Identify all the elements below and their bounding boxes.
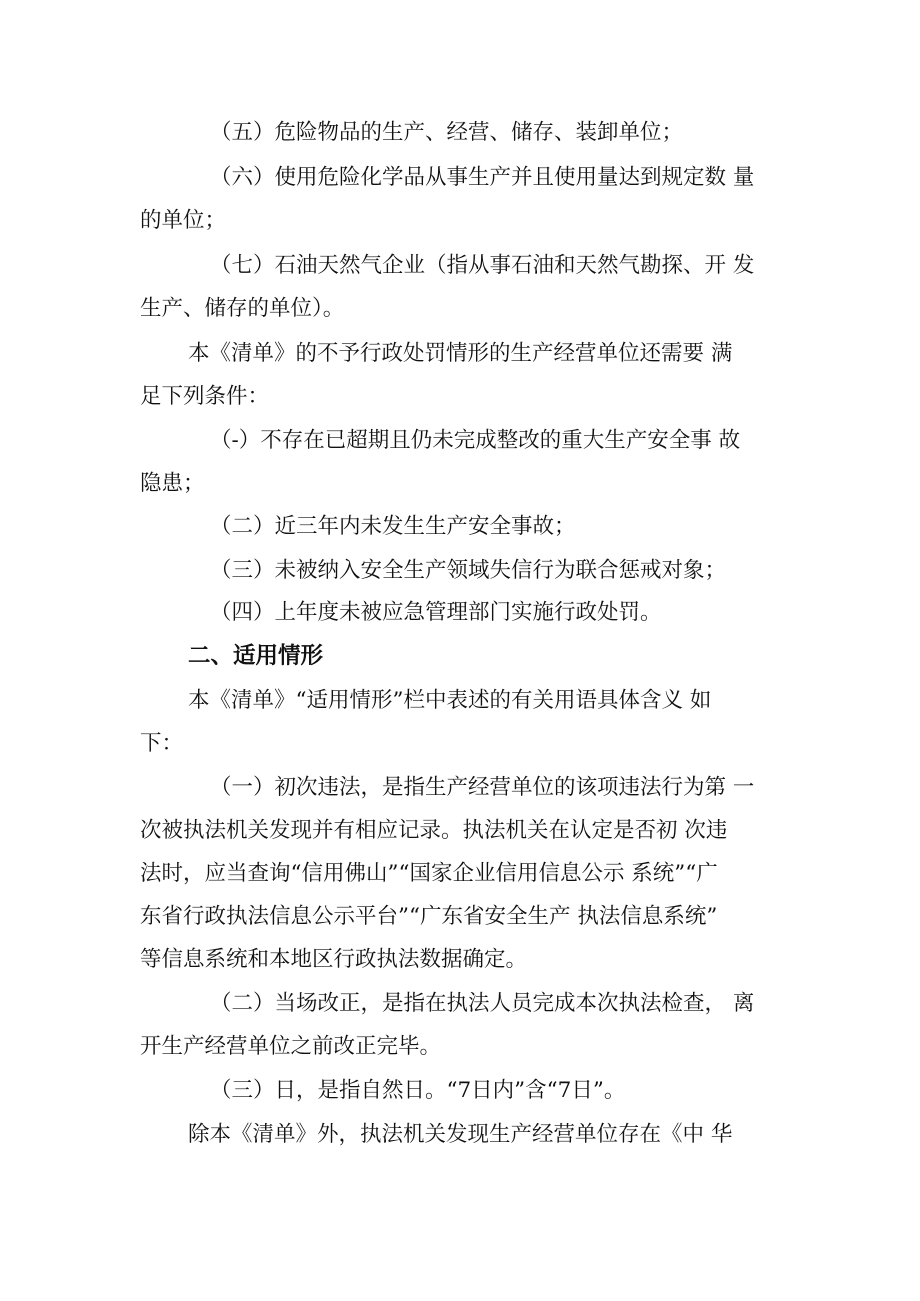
list-item-7-line-2: 生产、储存的单位）。 [140,296,345,321]
paragraph-conditions-line-1: 本《清单》的不予行政处罚情形的生产经营单位还需要 满 [188,341,733,366]
paragraph-conditions-line-2: 足下列条件： [140,384,270,409]
condition-item-2: （二）近三年内未发生生产安全事故； [210,514,576,539]
condition-item-4: （四）上年度未被应急管理部门实施行政处罚。 [210,600,662,625]
paragraph-terms-line-1: 本《清单》“适用情形”栏中表述的有关用语具体含义 如 [188,688,712,713]
list-item-5: （五）危险物品的生产、经营、储存、装卸单位； [210,120,684,145]
term-item-2-line-1: （二）当场改正，是指在执法人员完成本次执法检查， 离 [210,991,755,1016]
condition-item-3: （三）未被纳入安全生产领域失信行为联合惩戒对象； [210,558,727,583]
list-item-6-line-1: （六）使用危险化学品从事生产并且使用量达到规定数 量 [210,165,755,190]
section-heading: 二、适用情形 [188,643,324,669]
term-item-1-line-2: 次被执法机关发现并有相应记录。执法机关在认定是否初 次违 [140,818,728,843]
term-item-1-line-3: 法时，应当查询“信用佛山”“国家企业信用信息公示 系统”“广 [140,861,718,886]
list-item-6-line-2: 的单位； [140,208,227,233]
term-item-1-line-4: 东省行政执法信息公示平台”“广东省安全生产 执法信息系统” [140,904,718,929]
term-item-3: （三）日，是指自然日。“7日内”含“7日”。 [210,1078,626,1103]
paragraph-closing: 除本《清单》外，执法机关发现生产经营单位存在《中 华 [188,1122,733,1147]
paragraph-terms-line-2: 下： [140,731,184,756]
term-item-1-line-1: （一）初次违法，是指生产经营单位的该项违法行为第 一 [210,775,755,800]
term-item-1-line-5: 等信息系统和本地区行政执法数据确定。 [140,947,528,972]
list-item-7-line-1: （七）石油天然气企业（指从事石油和天然气勘探、开 发 [210,253,755,278]
condition-item-1-line-1: （-）不存在已超期且仍未完成整改的重大生产安全事 故 [210,428,741,453]
term-item-2-line-2: 开生产经营单位之前改正完毕。 [140,1034,442,1059]
condition-item-1-line-2: 隐患； [140,471,205,496]
